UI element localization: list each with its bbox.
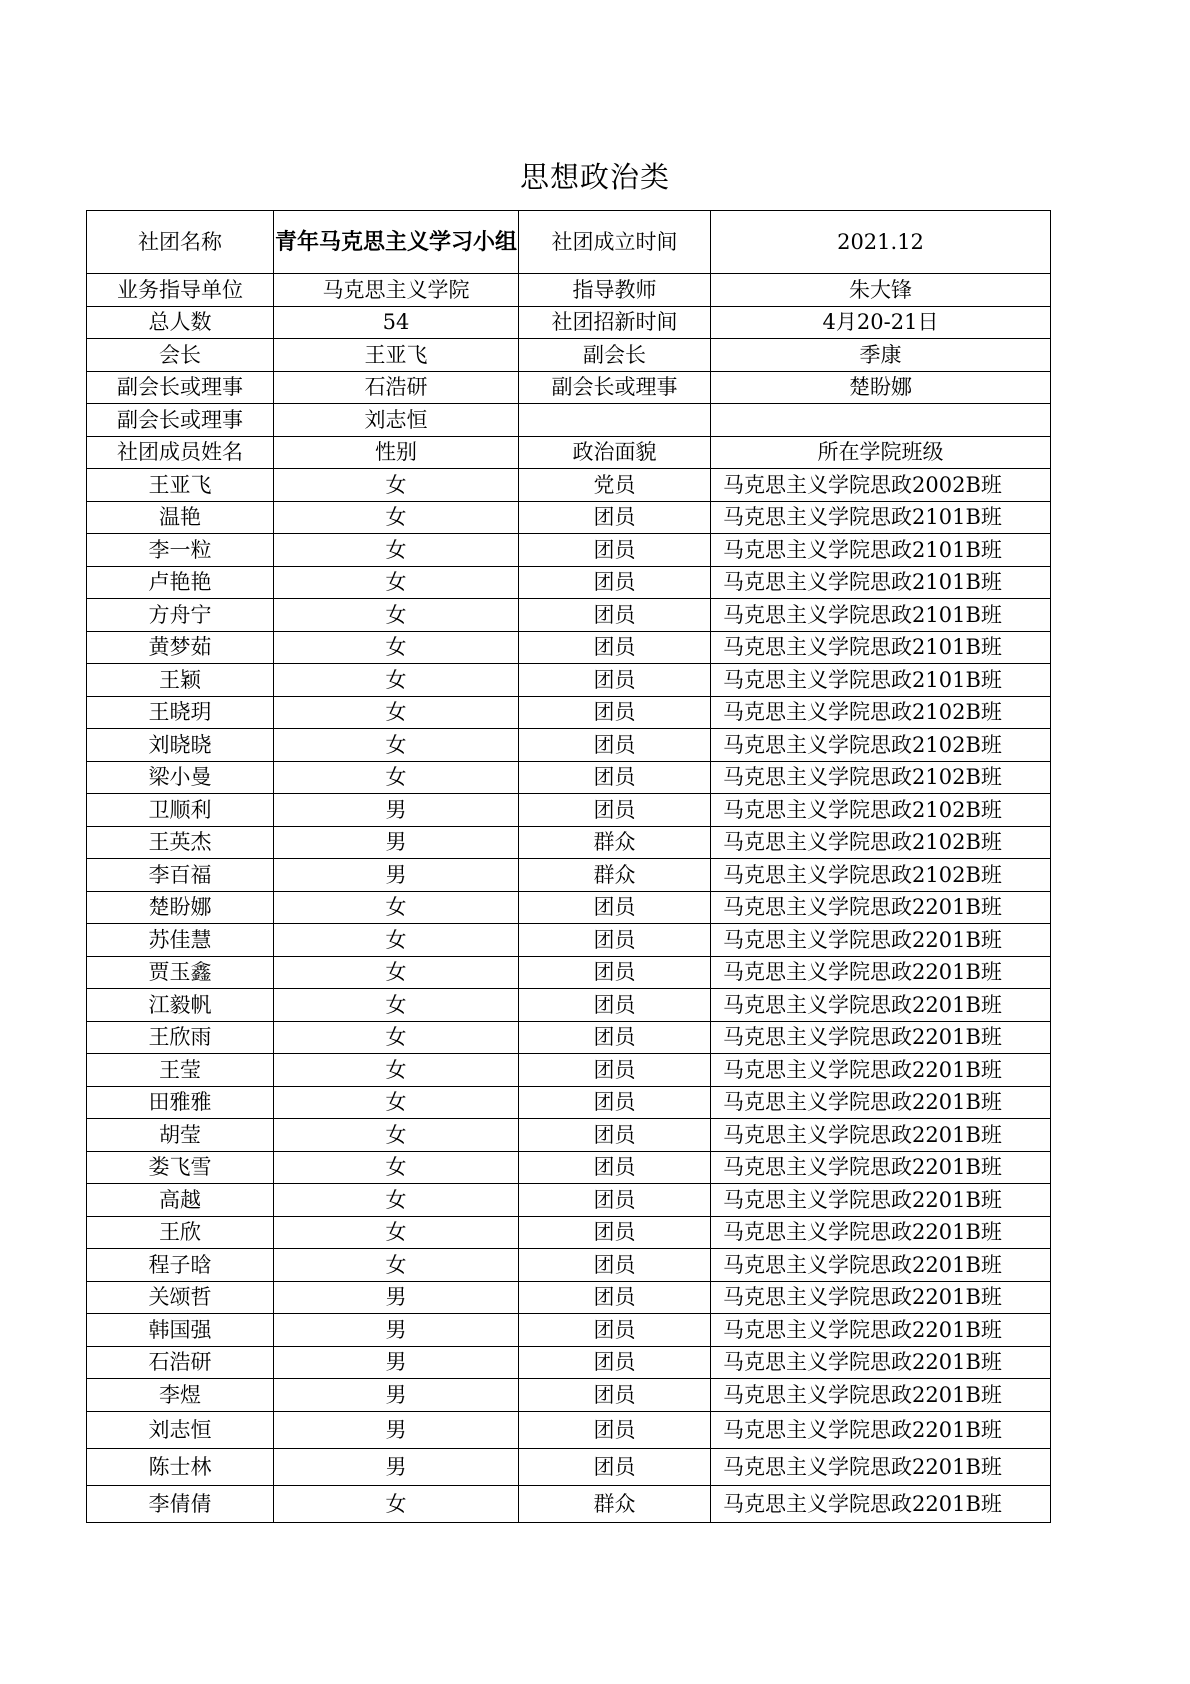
table-row (87, 989, 1051, 1022)
member-class: 马克思主义学院思政2102B班 (711, 826, 1051, 859)
table-row (87, 696, 1051, 729)
unit-label: 业务指导单位 (87, 274, 274, 307)
page-title: 思想政治类 (519, 160, 670, 194)
member-gender: 男 (274, 1411, 519, 1448)
recruit-value: 4月20-21日 (711, 306, 1051, 339)
member-gender: 女 (274, 729, 519, 762)
vp3-label: 副会长或理事 (87, 404, 274, 437)
member-political: 团员 (519, 1249, 711, 1282)
table-row (87, 1411, 1051, 1448)
table-row (87, 1346, 1051, 1379)
member-political: 群众 (519, 1485, 711, 1522)
member-class: 马克思主义学院思政2101B班 (711, 631, 1051, 664)
member-name: 陈士林 (87, 1448, 274, 1485)
member-gender: 女 (274, 1216, 519, 1249)
member-name: 温艳 (87, 501, 274, 534)
member-class: 马克思主义学院思政2201B班 (711, 1346, 1051, 1379)
member-name: 李煜 (87, 1379, 274, 1412)
member-class: 马克思主义学院思政2101B班 (711, 534, 1051, 567)
member-name: 黄梦茹 (87, 631, 274, 664)
member-name: 王英杰 (87, 826, 274, 859)
member-name: 卢艳艳 (87, 566, 274, 599)
member-name: 王莹 (87, 1054, 274, 1087)
advisor-label: 指导教师 (519, 274, 711, 307)
member-political: 团员 (519, 989, 711, 1022)
member-class: 马克思主义学院思政2201B班 (711, 1448, 1051, 1485)
member-gender: 女 (274, 1021, 519, 1054)
vice-value: 季康 (711, 339, 1051, 372)
info-row-president (87, 339, 1051, 372)
member-name: 梁小曼 (87, 761, 274, 794)
table-row (87, 924, 1051, 957)
member-gender: 男 (274, 794, 519, 827)
member-name: 江毅帆 (87, 989, 274, 1022)
member-political: 群众 (519, 826, 711, 859)
member-political: 团员 (519, 566, 711, 599)
club-name-value: 青年马克思主义学习小组 (274, 211, 519, 274)
header-name: 社团成员姓名 (87, 436, 274, 469)
info-row-club (87, 211, 1051, 274)
member-gender: 女 (274, 1184, 519, 1217)
member-name: 胡莹 (87, 1119, 274, 1152)
member-class: 马克思主义学院思政2201B班 (711, 1216, 1051, 1249)
member-gender: 男 (274, 1448, 519, 1485)
member-gender: 女 (274, 696, 519, 729)
member-name: 娄飞雪 (87, 1151, 274, 1184)
member-political: 团员 (519, 794, 711, 827)
table-row (87, 1379, 1051, 1412)
member-name: 王欣 (87, 1216, 274, 1249)
vice-label: 副会长 (519, 339, 711, 372)
table-row (87, 1054, 1051, 1087)
table-row (87, 826, 1051, 859)
table-row (87, 1281, 1051, 1314)
total-value: 54 (274, 306, 519, 339)
table-row (87, 1485, 1051, 1522)
member-class: 马克思主义学院思政2102B班 (711, 729, 1051, 762)
member-gender: 男 (274, 1379, 519, 1412)
member-name: 王亚飞 (87, 469, 274, 502)
member-gender: 女 (274, 566, 519, 599)
member-gender: 女 (274, 599, 519, 632)
member-class: 马克思主义学院思政2201B班 (711, 1086, 1051, 1119)
table-row (87, 729, 1051, 762)
member-class: 马克思主义学院思政2201B班 (711, 956, 1051, 989)
member-class: 马克思主义学院思政2102B班 (711, 761, 1051, 794)
table-row (87, 1216, 1051, 1249)
member-gender: 女 (274, 1249, 519, 1282)
member-political: 团员 (519, 891, 711, 924)
table-row (87, 1184, 1051, 1217)
table-row (87, 1151, 1051, 1184)
table-row (87, 1249, 1051, 1282)
member-name: 王欣雨 (87, 1021, 274, 1054)
member-name: 石浩研 (87, 1346, 274, 1379)
table-row (87, 859, 1051, 892)
member-name: 程子晗 (87, 1249, 274, 1282)
member-class: 马克思主义学院思政2201B班 (711, 924, 1051, 957)
member-class: 马克思主义学院思政2002B班 (711, 469, 1051, 502)
member-gender: 女 (274, 989, 519, 1022)
member-political: 团员 (519, 1448, 711, 1485)
member-political: 团员 (519, 1346, 711, 1379)
member-gender: 男 (274, 826, 519, 859)
president-label: 会长 (87, 339, 274, 372)
member-name: 刘晓晓 (87, 729, 274, 762)
member-gender: 女 (274, 469, 519, 502)
member-class: 马克思主义学院思政2201B班 (711, 1151, 1051, 1184)
member-political: 团员 (519, 1054, 711, 1087)
member-political: 党员 (519, 469, 711, 502)
member-gender: 男 (274, 1346, 519, 1379)
member-class: 马克思主义学院思政2201B班 (711, 1485, 1051, 1522)
member-political: 团员 (519, 534, 711, 567)
table-row (87, 1448, 1051, 1485)
total-label: 总人数 (87, 306, 274, 339)
member-political: 团员 (519, 956, 711, 989)
member-class: 马克思主义学院思政2101B班 (711, 664, 1051, 697)
header-political: 政治面貌 (519, 436, 711, 469)
member-political: 团员 (519, 501, 711, 534)
member-class: 马克思主义学院思政2101B班 (711, 566, 1051, 599)
table-row (87, 891, 1051, 924)
table-row (87, 761, 1051, 794)
member-political: 团员 (519, 1281, 711, 1314)
member-gender: 女 (274, 501, 519, 534)
table-row (87, 501, 1051, 534)
member-political: 团员 (519, 924, 711, 957)
table-row (87, 1086, 1051, 1119)
member-name: 贾玉鑫 (87, 956, 274, 989)
founded-value: 2021.12 (711, 211, 1051, 274)
founded-label: 社团成立时间 (519, 211, 711, 274)
member-gender: 男 (274, 859, 519, 892)
table-row (87, 794, 1051, 827)
member-political: 团员 (519, 1379, 711, 1412)
member-class: 马克思主义学院思政2201B班 (711, 891, 1051, 924)
member-class: 马克思主义学院思政2201B班 (711, 1379, 1051, 1412)
member-class: 马克思主义学院思政2201B班 (711, 1021, 1051, 1054)
table-row (87, 1119, 1051, 1152)
member-class: 马克思主义学院思政2201B班 (711, 989, 1051, 1022)
table-row (87, 534, 1051, 567)
member-political: 团员 (519, 729, 711, 762)
member-political: 团员 (519, 1086, 711, 1119)
member-class: 马克思主义学院思政2201B班 (711, 1184, 1051, 1217)
club-roster-table (86, 210, 1051, 1523)
member-name: 李倩倩 (87, 1485, 274, 1522)
member-gender: 男 (274, 1314, 519, 1347)
vp1-value: 石浩研 (274, 371, 519, 404)
member-political: 团员 (519, 761, 711, 794)
member-name: 高越 (87, 1184, 274, 1217)
member-name: 李一粒 (87, 534, 274, 567)
member-gender: 女 (274, 534, 519, 567)
member-gender: 女 (274, 761, 519, 794)
table-row (87, 664, 1051, 697)
member-political: 团员 (519, 1119, 711, 1152)
member-class: 马克思主义学院思政2201B班 (711, 1281, 1051, 1314)
member-gender: 女 (274, 1086, 519, 1119)
member-political: 团员 (519, 1184, 711, 1217)
member-name: 卫顺利 (87, 794, 274, 827)
member-class: 马克思主义学院思政2201B班 (711, 1411, 1051, 1448)
table-row (87, 599, 1051, 632)
member-name: 方舟宁 (87, 599, 274, 632)
member-name: 楚盼娜 (87, 891, 274, 924)
header-gender: 性别 (274, 436, 519, 469)
member-name: 关颂哲 (87, 1281, 274, 1314)
member-political: 团员 (519, 696, 711, 729)
member-political: 团员 (519, 599, 711, 632)
vp1-label: 副会长或理事 (87, 371, 274, 404)
empty-cell (711, 404, 1051, 437)
member-gender: 女 (274, 891, 519, 924)
table-row (87, 631, 1051, 664)
member-gender: 女 (274, 664, 519, 697)
member-class: 马克思主义学院思政2102B班 (711, 696, 1051, 729)
member-class: 马克思主义学院思政2201B班 (711, 1054, 1051, 1087)
member-political: 团员 (519, 1021, 711, 1054)
table-row (87, 469, 1051, 502)
member-class: 马克思主义学院思政2201B班 (711, 1249, 1051, 1282)
club-name-label: 社团名称 (87, 211, 274, 274)
member-class: 马克思主义学院思政2102B班 (711, 859, 1051, 892)
recruit-label: 社团招新时间 (519, 306, 711, 339)
member-gender: 女 (274, 956, 519, 989)
empty-cell (519, 404, 711, 437)
member-class: 马克思主义学院思政2201B班 (711, 1314, 1051, 1347)
member-name: 苏佳慧 (87, 924, 274, 957)
member-class: 马克思主义学院思政2201B班 (711, 1119, 1051, 1152)
vp2-label: 副会长或理事 (519, 371, 711, 404)
member-name: 刘志恒 (87, 1411, 274, 1448)
unit-value: 马克思主义学院 (274, 274, 519, 307)
table-row (87, 566, 1051, 599)
member-gender: 女 (274, 1119, 519, 1152)
member-name: 韩国强 (87, 1314, 274, 1347)
table-row (87, 1314, 1051, 1347)
info-row-unit (87, 274, 1051, 307)
member-political: 团员 (519, 1314, 711, 1347)
member-political: 团员 (519, 1216, 711, 1249)
member-name: 王晓玥 (87, 696, 274, 729)
advisor-value: 朱大锋 (711, 274, 1051, 307)
member-political: 团员 (519, 664, 711, 697)
member-class: 马克思主义学院思政2101B班 (711, 599, 1051, 632)
vp3-value: 刘志恒 (274, 404, 519, 437)
member-political: 团员 (519, 1411, 711, 1448)
member-name: 田雅雅 (87, 1086, 274, 1119)
president-value: 王亚飞 (274, 339, 519, 372)
member-header-row (87, 436, 1051, 469)
member-gender: 女 (274, 924, 519, 957)
member-gender: 女 (274, 1485, 519, 1522)
header-class: 所在学院班级 (711, 436, 1051, 469)
member-name: 王颖 (87, 664, 274, 697)
member-gender: 女 (274, 631, 519, 664)
vp2-value: 楚盼娜 (711, 371, 1051, 404)
info-row-vp (87, 371, 1051, 404)
member-class: 马克思主义学院思政2102B班 (711, 794, 1051, 827)
member-gender: 女 (274, 1054, 519, 1087)
member-name: 李百福 (87, 859, 274, 892)
info-row-vp3 (87, 404, 1051, 437)
table-row (87, 956, 1051, 989)
member-political: 群众 (519, 859, 711, 892)
member-gender: 男 (274, 1281, 519, 1314)
table-row (87, 1021, 1051, 1054)
member-class: 马克思主义学院思政2101B班 (711, 501, 1051, 534)
member-gender: 女 (274, 1151, 519, 1184)
member-political: 团员 (519, 1151, 711, 1184)
member-political: 团员 (519, 631, 711, 664)
info-row-total (87, 306, 1051, 339)
